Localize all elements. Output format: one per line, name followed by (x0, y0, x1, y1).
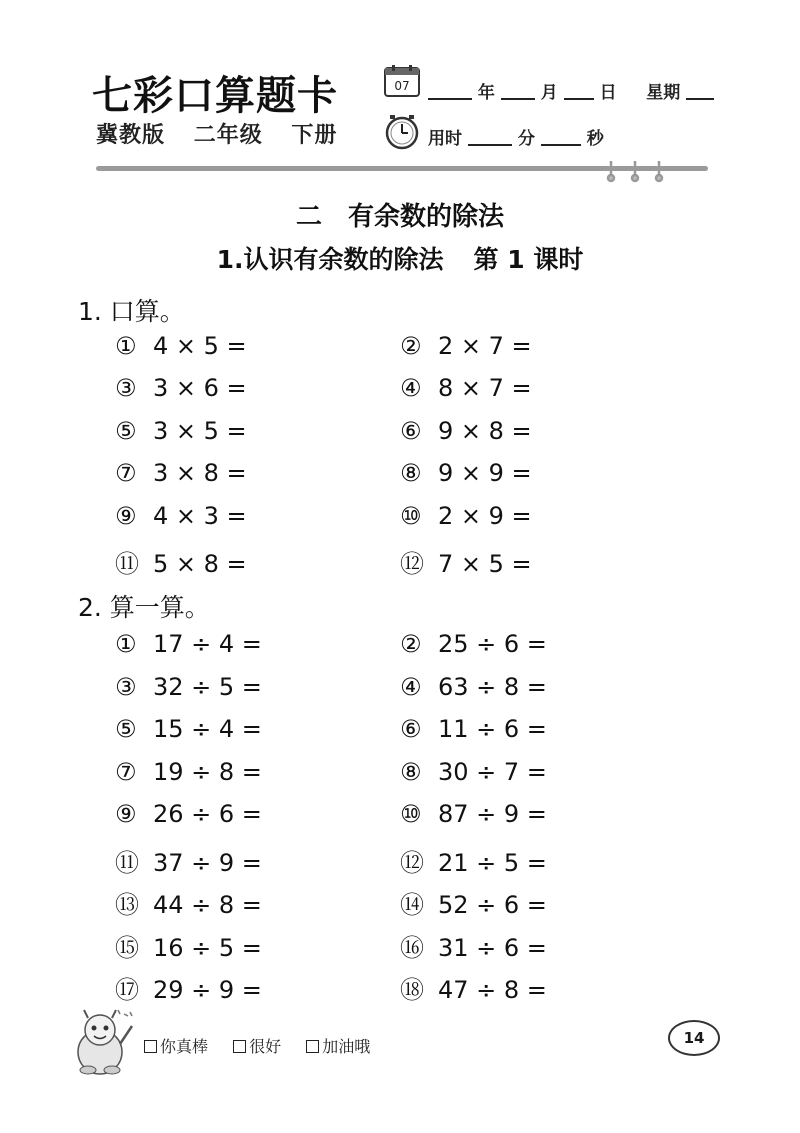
binder-rings-icon (603, 157, 675, 183)
year-blank[interactable] (428, 82, 472, 100)
brand-title: 七彩口算题卡 (92, 72, 338, 119)
date-fields (428, 78, 714, 103)
month-blank[interactable] (501, 82, 535, 100)
rating-option[interactable]: 加油哦 (306, 1037, 370, 1056)
exercise-item: ⑭ 52 ÷ 6 = (400, 891, 547, 919)
exercise-item: ② 2 × 7 = (400, 332, 532, 360)
exercise-item: ⑥ 11 ÷ 6 = (400, 715, 547, 743)
exercise-item: ① 17 ÷ 4 = (115, 630, 262, 658)
volume: 下册 (291, 123, 338, 148)
rating-option[interactable]: 很好 (233, 1037, 281, 1056)
exercise-item: ④ 8 × 7 = (400, 374, 532, 402)
lesson-period: 第 1 课时 (473, 245, 584, 274)
month-label: 月 (540, 83, 558, 103)
exercise-item: ⑫ 21 ÷ 5 = (400, 849, 547, 877)
chapter-number: 二 (295, 202, 322, 232)
exercise-item: ⑦ 19 ÷ 8 = (115, 758, 262, 786)
weekday-label: 星期 (646, 83, 681, 103)
minutes-label: 分 (517, 129, 535, 149)
exercise-item: ⑩ 2 × 9 = (400, 502, 532, 530)
grade: 二年级 (193, 123, 263, 148)
time-fields (428, 124, 604, 149)
exercise-item: ② 25 ÷ 6 = (400, 630, 547, 658)
exercise-item: ⑤ 3 × 5 = (115, 417, 247, 445)
section-heading: 1. 口算。 (78, 297, 185, 326)
exercise-item: ③ 32 ÷ 5 = (115, 673, 262, 701)
checkbox-icon[interactable] (144, 1040, 157, 1053)
exercise-item: ⑨ 4 × 3 = (115, 502, 247, 530)
clock-icon (383, 114, 421, 150)
exercise-item: ⑬ 44 ÷ 8 = (115, 891, 262, 919)
exercise-item: ⑱ 47 ÷ 8 = (400, 976, 547, 1004)
minutes-blank[interactable] (468, 128, 512, 146)
lesson-title (0, 240, 800, 276)
seconds-label: 秒 (586, 129, 604, 149)
exercise-item: ⑮ 16 ÷ 5 = (115, 934, 262, 962)
day-blank[interactable] (564, 82, 594, 100)
exercise-item: ⑧ 30 ÷ 7 = (400, 758, 547, 786)
exercise-item: ⑨ 26 ÷ 6 = (115, 800, 262, 828)
weekday-blank[interactable] (686, 82, 714, 100)
exercise-item: ⑥ 9 × 8 = (400, 417, 532, 445)
exercise-item: ⑦ 3 × 8 = (115, 459, 247, 487)
checkbox-icon[interactable] (233, 1040, 246, 1053)
time-used-label: 用时 (428, 129, 462, 149)
mascot-icon (66, 1004, 138, 1078)
exercise-item: ③ 3 × 6 = (115, 374, 247, 402)
checkbox-icon[interactable] (306, 1040, 319, 1053)
seconds-blank[interactable] (541, 128, 581, 146)
exercise-item: ① 4 × 5 = (115, 332, 247, 360)
calendar-icon (383, 64, 421, 98)
exercise-item: ⑩ 87 ÷ 9 = (400, 800, 547, 828)
self-rating (144, 1034, 390, 1057)
exercise-item: ⑤ 15 ÷ 4 = (115, 715, 262, 743)
exercise-item: ⑪ 37 ÷ 9 = (115, 849, 262, 877)
exercise-item: ⑫ 7 × 5 = (400, 550, 532, 578)
day-label: 日 (599, 83, 617, 103)
page-number: 14 (668, 1020, 720, 1056)
edition-line (96, 118, 357, 149)
rating-option[interactable]: 你真棒 (144, 1037, 208, 1056)
lesson-name: 1.认识有余数的除法 (216, 245, 444, 274)
exercise-item: ⑯ 31 ÷ 6 = (400, 934, 547, 962)
exercise-item: ⑪ 5 × 8 = (115, 550, 247, 578)
section-heading: 2. 算一算。 (78, 593, 210, 622)
exercise-item: ④ 63 ÷ 8 = (400, 673, 547, 701)
year-label: 年 (477, 83, 495, 103)
calendar-day: 07 (394, 79, 410, 93)
exercise-item: ⑰ 29 ÷ 9 = (115, 976, 262, 1004)
edition: 冀教版 (96, 123, 166, 148)
chapter-title (0, 196, 800, 233)
exercise-item: ⑧ 9 × 9 = (400, 459, 532, 487)
chapter-name: 有余数的除法 (348, 202, 505, 232)
